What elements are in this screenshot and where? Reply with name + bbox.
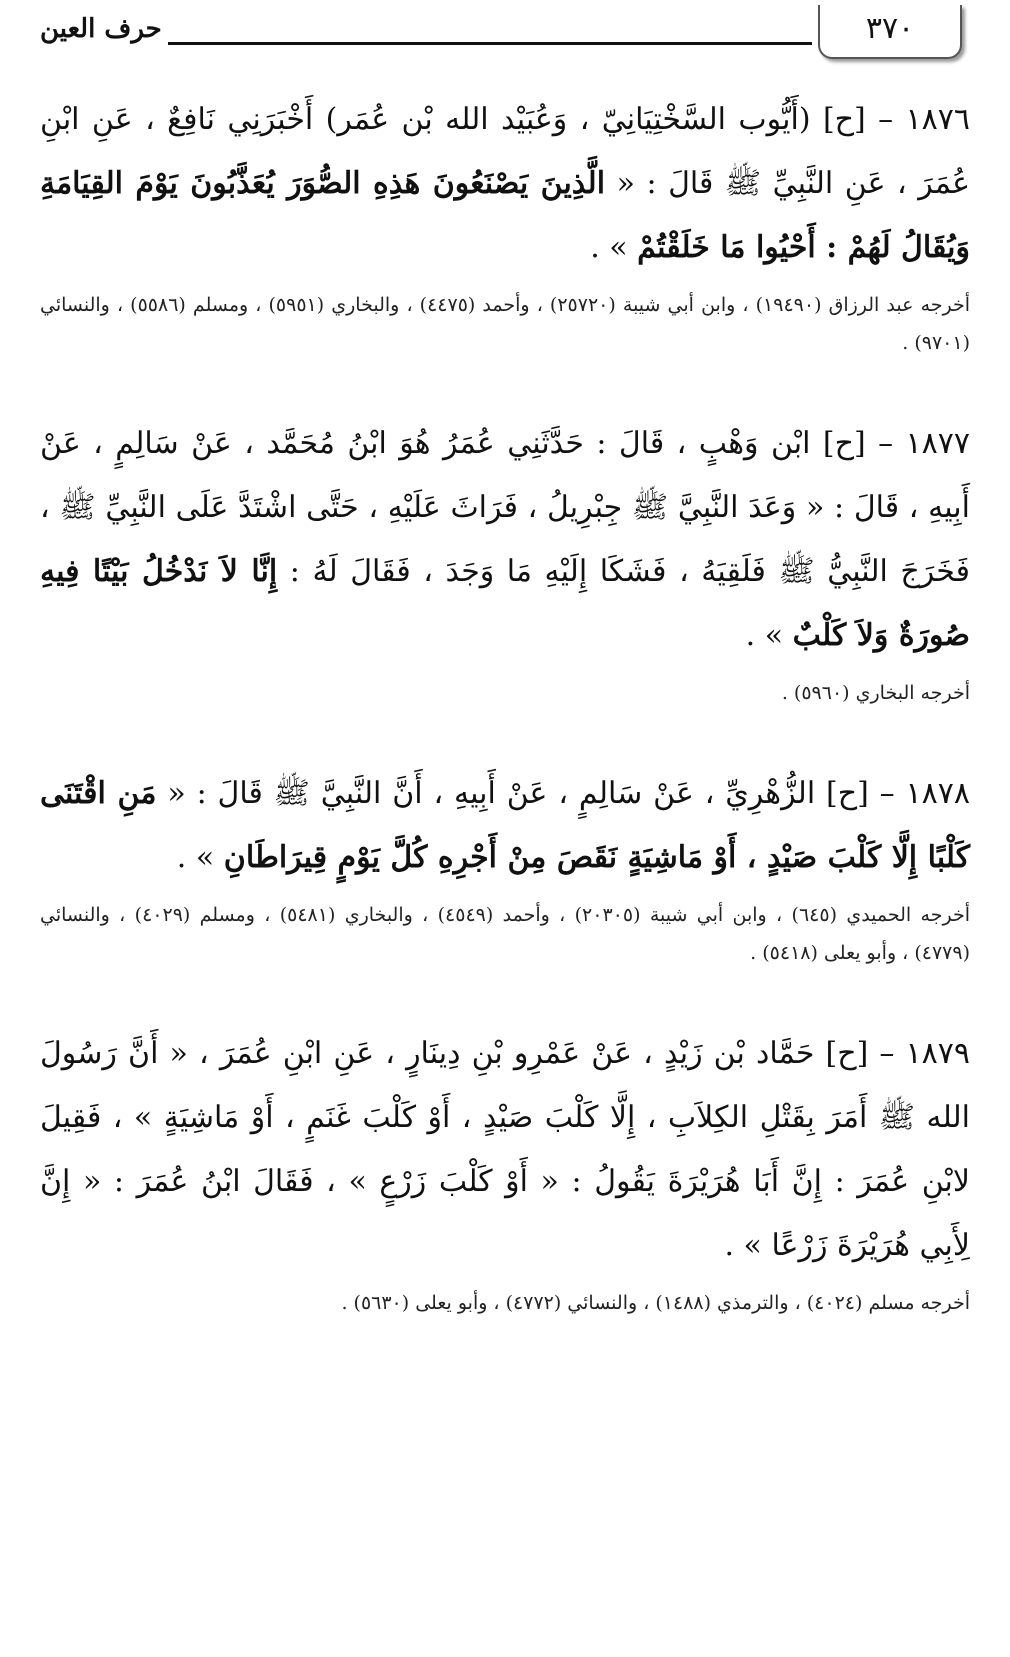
hadith-text (40, 762, 970, 890)
hadith-entry-1879 (40, 1022, 970, 1322)
page-header (0, 0, 1010, 70)
hadith-end: » . (745, 618, 784, 653)
hadith-source: أخرجه البخاري (٥٩٦٠) . (781, 682, 970, 704)
hadith-end: » . (176, 840, 215, 875)
hadith-end: » . (590, 230, 628, 265)
hadith-quote: مَنِ اقْتَنَى كَلْبًا إِلَّا كَلْبَ صَيْدٍ ، أَوْ مَاشِيَةٍ نَقَصَ مِنْ أَجْرِهِ كُلَّ يَوْمٍ قِيرَاطَانِ (40, 776, 970, 875)
chapter-title: حرف العين (40, 14, 162, 44)
header-rule (168, 42, 812, 45)
hadith-quote: الَّذِينَ يَصْنَعُونَ هَذِهِ الصُّوَرَ يُعَذَّبُونَ يَوْمَ القِيَامَةِ وَيُقَالُ لَهُمْ : أَحْيُوا مَا خَلَقْتُمْ (40, 166, 970, 265)
entry-separator (40, 972, 970, 1022)
hadith-chain: ١٨٧٦ – [ح] (أَيُّوب السَّخْتِيَانِيّ ، وَعُبَيْد الله بْن عُمَر) أَخْبَرَنِي نَافِعٌ ، عَنِ ابْنِ عُمَرَ ، عَنِ النَّبِيِّ ﷺ قَالَ : « (40, 102, 970, 201)
hadith-chain: ١٨٧٨ – [ح] الزُّهْرِيِّ ، عَنْ سَالِمٍ ، عَنْ أَبِيهِ ، أَنَّ النَّبِيَّ ﷺ قَالَ : « (167, 776, 970, 811)
hadith-chain: ١٨٧٩ – [ح] حَمَّاد بْن زَيْدٍ ، عَنْ عَمْرِو بْنِ دِينَارٍ ، عَنِ ابْنِ عُمَرَ ، « أَنَّ رَسُولَ الله ﷺ أَمَرَ بِقَتْلِ الكِلاَبِ ، إِلَّا كَلْبَ صَيْدٍ ، أَوْ كَلْبَ غَنَمٍ ، أَوْ مَاشِيَةٍ » ، فَقِيلَ لابْنِ عُمَرَ : إِنَّ أَبَا هُرَيْرَةَ يَقُولُ : « أَوْ كَلْبَ زَرْعٍ » ، فَقَالَ ابْنُ عُمَرَ : « إِنَّ لِأَبِي هُرَيْرَةَ زَرْعًا » . (40, 1036, 970, 1263)
entry-separator (40, 712, 970, 762)
hadith-text (40, 1022, 970, 1278)
hadith-entry-1878 (40, 762, 970, 972)
hadith-source: أخرجه عبد الرزاق (١٩٤٩٠) ، وابن أبي شيبة (٢٥٧٢٠) ، وأحمد (٤٤٧٥) ، والبخاري (٥٩٥١) ، ومسلم (٥٥٨٦) ، والنسائي (٩٧٠١) . (40, 294, 971, 354)
hadith-source: أخرجه الحميدي (٦٤٥) ، وابن أبي شيبة (٢٠٣٠٥) ، وأحمد (٤٥٤٩) ، والبخاري (٥٤٨١) ، ومسلم (٤٠٢٩) ، والنسائي (٤٧٧٩) ، وأبو يعلى (٥٤١٨) . (40, 904, 970, 964)
entry-separator (40, 362, 970, 412)
hadith-text (40, 412, 970, 668)
hadith-quote: إِنَّا لاَ نَدْخُلُ بَيْتًا فِيهِ صُورَةٌ وَلاَ كَلْبٌ (40, 554, 970, 653)
page-number: ٣٧٠ (818, 5, 962, 59)
hadith-entry-1876 (40, 88, 970, 362)
hadith-text (40, 88, 970, 280)
hadith-chain: ١٨٧٧ – [ح] ابْن وَهْبٍ ، قَالَ : حَدَّثَنِي عُمَرُ هُوَ ابْنُ مُحَمَّد ، عَنْ سَالِمٍ ، عَنْ أَبِيهِ ، قَالَ : « وَعَدَ النَّبِيَّ ﷺ جِبْرِيلُ ، فَرَاثَ عَلَيْهِ ، حَتَّى اشْتَدَّ عَلَى النَّبِيِّ ﷺ ، فَخَرَجَ النَّبِيُّ ﷺ فَلَقِيَهُ ، فَشَكَا إِلَيْهِ مَا وَجَدَ ، فَقَالَ لَهُ : (40, 426, 970, 589)
hadith-source: أخرجه مسلم (٤٠٢٤) ، والترمذي (١٤٨٨) ، والنسائي (٤٧٧٢) ، وأبو يعلى (٥٦٣٠) . (341, 1292, 970, 1314)
page-content (40, 88, 970, 1322)
hadith-entry-1877 (40, 412, 970, 712)
